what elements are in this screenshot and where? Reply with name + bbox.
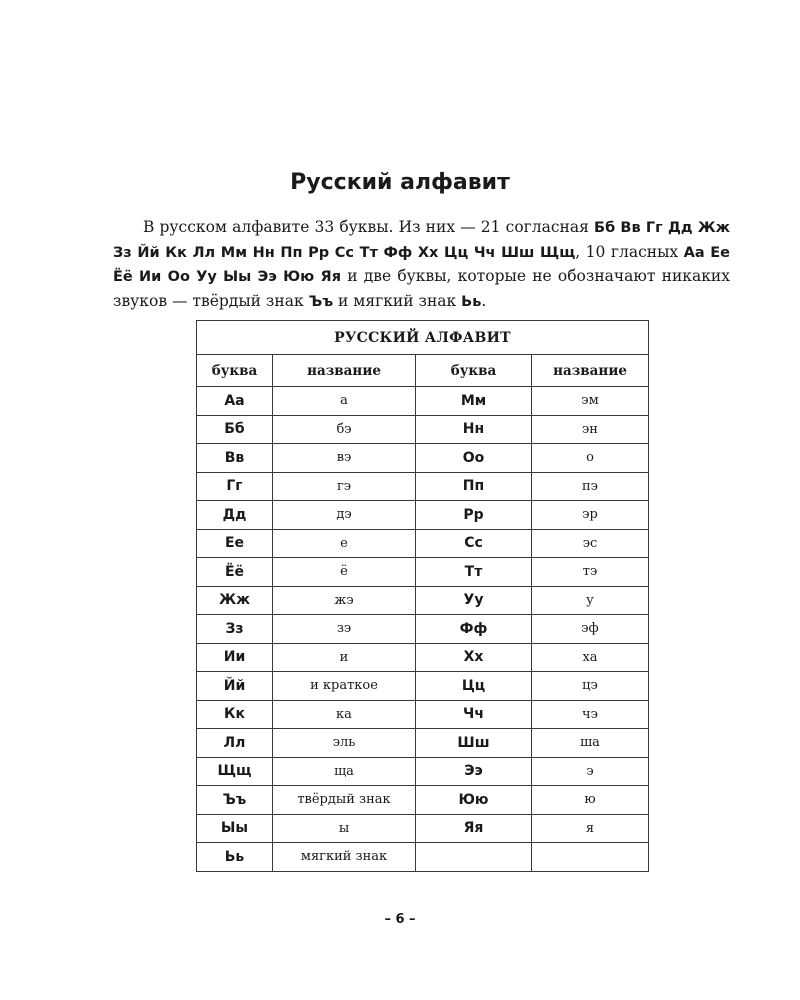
- letter-cell: [416, 843, 532, 872]
- alphabet-table: [196, 320, 649, 872]
- page-number: – 6 –: [384, 912, 416, 927]
- letter-cell: Рр: [416, 501, 532, 530]
- letter-name-cell: ю: [532, 786, 649, 815]
- letter-cell: Зз: [197, 615, 273, 644]
- letter-name-cell: эф: [532, 615, 649, 644]
- table-row: [197, 814, 649, 843]
- header-letter-1: буква: [197, 355, 273, 387]
- letter-cell: Жж: [197, 586, 273, 615]
- table-row: [197, 643, 649, 672]
- letter-cell: Кк: [197, 700, 273, 729]
- letter-cell: Йй: [197, 672, 273, 701]
- table-caption: РУССКИЙ АЛФАВИТ: [197, 321, 649, 355]
- table-row: [197, 387, 649, 416]
- letter-cell: Щщ: [197, 757, 273, 786]
- letter-cell: Ээ: [416, 757, 532, 786]
- table-row: [197, 558, 649, 587]
- table-row: [197, 529, 649, 558]
- letter-name-cell: эм: [532, 387, 649, 416]
- letter-name-cell: ша: [532, 729, 649, 758]
- letter-name-cell: а: [273, 387, 416, 416]
- letter-cell: Лл: [197, 729, 273, 758]
- letter-cell: Чч: [416, 700, 532, 729]
- table-row: [197, 672, 649, 701]
- letter-cell: Юю: [416, 786, 532, 815]
- letter-name-cell: тэ: [532, 558, 649, 587]
- letter-name-cell: ха: [532, 643, 649, 672]
- intro-text-1: В русском алфавите 33 буквы. Из них — 21 согласная: [143, 218, 595, 236]
- letter-cell: Ее: [197, 529, 273, 558]
- letter-name-cell: я: [532, 814, 649, 843]
- letter-cell: Яя: [416, 814, 532, 843]
- letter-name-cell: о: [532, 444, 649, 473]
- letter-name-cell: у: [532, 586, 649, 615]
- table-row: [197, 786, 649, 815]
- table-row: [197, 615, 649, 644]
- letter-name-cell: и краткое: [273, 672, 416, 701]
- page-title: Русский алфавит: [290, 170, 510, 195]
- table-row: [197, 415, 649, 444]
- letter-name-cell: эр: [532, 501, 649, 530]
- letter-name-cell: дэ: [273, 501, 416, 530]
- letter-cell: Тт: [416, 558, 532, 587]
- letter-name-cell: зэ: [273, 615, 416, 644]
- letter-name-cell: э: [532, 757, 649, 786]
- letter-cell: Ьь: [197, 843, 273, 872]
- vowels-list: Аа Ее Ёё Ии Оо Уу Ыы Ээ Юю Яя: [113, 244, 730, 285]
- letter-name-cell: твёрдый знак: [273, 786, 416, 815]
- letter-cell: Ыы: [197, 814, 273, 843]
- letter-name-cell: ща: [273, 757, 416, 786]
- letter-name-cell: ка: [273, 700, 416, 729]
- letter-cell: Вв: [197, 444, 273, 473]
- letter-name-cell: пэ: [532, 472, 649, 501]
- soft-sign-letter: Ьь: [461, 293, 482, 310]
- letter-name-cell: цэ: [532, 672, 649, 701]
- letter-cell: Бб: [197, 415, 273, 444]
- letter-name-cell: мягкий знак: [273, 843, 416, 872]
- table-row: [197, 729, 649, 758]
- table-row: [197, 501, 649, 530]
- letter-cell: Гг: [197, 472, 273, 501]
- table-row: [197, 444, 649, 473]
- letter-cell: Дд: [197, 501, 273, 530]
- intro-paragraph: [113, 216, 730, 314]
- letter-name-cell: эн: [532, 415, 649, 444]
- letter-cell: Шш: [416, 729, 532, 758]
- letter-cell: Хх: [416, 643, 532, 672]
- table-row: [197, 586, 649, 615]
- letter-name-cell: и: [273, 643, 416, 672]
- letter-cell: Фф: [416, 615, 532, 644]
- letter-cell: Мм: [416, 387, 532, 416]
- intro-text-3: и две буквы, которые не обозначают никаких звуков — твёрдый знак: [113, 267, 730, 310]
- table-row: [197, 472, 649, 501]
- header-name-1: название: [273, 355, 416, 387]
- alphabet-table-body: [197, 387, 649, 872]
- letter-name-cell: гэ: [273, 472, 416, 501]
- letter-cell: Сс: [416, 529, 532, 558]
- letter-name-cell: эль: [273, 729, 416, 758]
- table-row: [197, 843, 649, 872]
- letter-cell: Цц: [416, 672, 532, 701]
- letter-cell: Нн: [416, 415, 532, 444]
- letter-name-cell: ы: [273, 814, 416, 843]
- letter-name-cell: бэ: [273, 415, 416, 444]
- letter-name-cell: ё: [273, 558, 416, 587]
- table-row: [197, 757, 649, 786]
- letter-cell: Уу: [416, 586, 532, 615]
- letter-cell: Пп: [416, 472, 532, 501]
- intro-text-4: и мягкий знак: [333, 291, 462, 310]
- consonants-list: Бб Вв Гг Дд Жж Зз Йй Кк Лл Мм Нн Пп Рр Сс Тт Фф Хх Цц Чч Шш Щщ: [113, 220, 730, 261]
- letter-cell: Аа: [197, 387, 273, 416]
- hard-sign-letter: Ъъ: [308, 293, 334, 310]
- letter-name-cell: чэ: [532, 700, 649, 729]
- letter-cell: Оо: [416, 444, 532, 473]
- letter-cell: Ёё: [197, 558, 273, 587]
- header-name-2: название: [532, 355, 649, 387]
- intro-text-5: .: [481, 291, 487, 310]
- letter-name-cell: жэ: [273, 586, 416, 615]
- letter-cell: Ъъ: [197, 786, 273, 815]
- letter-name-cell: вэ: [273, 444, 416, 473]
- header-letter-2: буква: [416, 355, 532, 387]
- letter-name-cell: эс: [532, 529, 649, 558]
- letter-name-cell: [532, 843, 649, 872]
- intro-text-2: , 10 гласных: [575, 242, 684, 261]
- table-row: [197, 700, 649, 729]
- letter-cell: Ии: [197, 643, 273, 672]
- letter-name-cell: е: [273, 529, 416, 558]
